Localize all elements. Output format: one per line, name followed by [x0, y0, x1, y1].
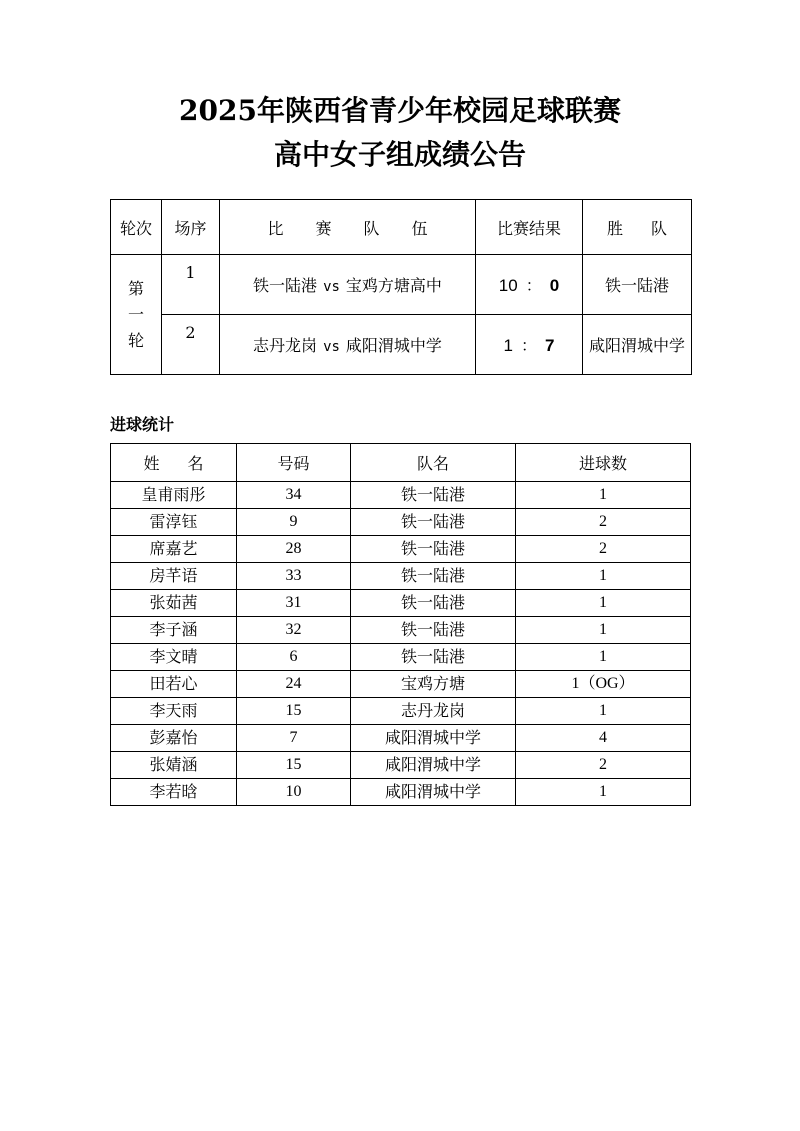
table-row: [111, 482, 691, 509]
scorer-goals: 1: [516, 779, 691, 806]
scorer-name: 雷淳钰: [111, 509, 237, 536]
score-home: 1: [503, 336, 513, 355]
match-row: [111, 315, 692, 375]
round-char: 轮: [127, 330, 144, 350]
match-winner: 咸阳渭城中学: [583, 315, 692, 375]
results-header-row: [111, 200, 692, 255]
table-row: [111, 779, 691, 806]
scorer-team: 铁一陆港: [351, 590, 516, 617]
score-separator: ：: [525, 276, 542, 295]
vs-label: vs: [323, 339, 340, 355]
page-title: 2025年陕西省青少年校园足球联赛: [179, 94, 621, 127]
match-score: [476, 255, 583, 315]
table-row: [111, 725, 691, 752]
match-winner: 铁一陆港: [583, 255, 692, 315]
table-row: [111, 536, 691, 563]
scorer-goals: 1: [516, 617, 691, 644]
score-separator: ：: [520, 336, 537, 355]
scorers-section-label: 进球统计: [110, 415, 175, 434]
scorer-goals: 1: [516, 563, 691, 590]
scorer-number: 33: [237, 563, 351, 590]
table-row: [111, 698, 691, 725]
header-winner-char: 队: [651, 218, 668, 238]
header-goals: 进球数: [516, 444, 691, 482]
scorer-number: 10: [237, 779, 351, 806]
scorer-goals: 1（OG）: [516, 671, 691, 698]
header-number: 号码: [237, 444, 351, 482]
scorer-team: 宝鸡方塘: [351, 671, 516, 698]
header-winner: [583, 200, 692, 255]
match-teams: [220, 315, 476, 375]
scorer-team: 铁一陆港: [351, 644, 516, 671]
table-row: [111, 590, 691, 617]
header-name-char: 名: [187, 454, 204, 473]
header-match-no: 场序: [162, 200, 220, 255]
header-winner-char: 胜: [606, 218, 623, 238]
match-teams: [220, 255, 476, 315]
scorer-name: 彭嘉怡: [111, 725, 237, 752]
page-subtitle: 高中女子组成绩公告: [273, 138, 526, 171]
scorer-goals: 1: [516, 482, 691, 509]
scorer-goals: 1: [516, 698, 691, 725]
score-home: 10: [498, 276, 518, 295]
vs-label: vs: [323, 279, 340, 295]
header-name-char: 姓: [143, 454, 160, 473]
match-results-table: [110, 199, 692, 375]
scorer-team: 咸阳渭城中学: [351, 779, 516, 806]
table-row: [111, 644, 691, 671]
header-result: 比赛结果: [476, 200, 583, 255]
scorer-goals: 1: [516, 644, 691, 671]
away-team: 咸阳渭城中学: [345, 336, 442, 355]
away-team: 宝鸡方塘高中: [345, 276, 442, 295]
scorer-name: 席嘉艺: [111, 536, 237, 563]
match-no: 1: [162, 255, 220, 315]
table-row: [111, 563, 691, 590]
header-name: [111, 444, 237, 482]
score-away: 0: [549, 276, 560, 295]
scorer-number: 15: [237, 698, 351, 725]
round-char: 第: [127, 278, 144, 298]
home-team: 铁一陆港: [253, 276, 318, 295]
scorer-name: 田若心: [111, 671, 237, 698]
scorer-name: 李天雨: [111, 698, 237, 725]
scorer-name: 李若晗: [111, 779, 237, 806]
scorer-goals: 2: [516, 536, 691, 563]
scorer-team: 咸阳渭城中学: [351, 725, 516, 752]
match-score: [476, 315, 583, 375]
scorer-number: 32: [237, 617, 351, 644]
scorer-name: 张婧涵: [111, 752, 237, 779]
scorer-goals: 2: [516, 752, 691, 779]
score-away: 7: [545, 336, 555, 355]
scorer-number: 28: [237, 536, 351, 563]
scorer-goals: 2: [516, 509, 691, 536]
scorer-number: 31: [237, 590, 351, 617]
scorer-number: 7: [237, 725, 351, 752]
header-team: 队名: [351, 444, 516, 482]
scorer-team: 铁一陆港: [351, 482, 516, 509]
scorer-number: 15: [237, 752, 351, 779]
scorer-goals: 4: [516, 725, 691, 752]
match-no: 2: [162, 315, 220, 375]
round-char: 一: [127, 304, 144, 324]
table-row: [111, 752, 691, 779]
scorer-number: 34: [237, 482, 351, 509]
scorer-team: 志丹龙岗: [351, 698, 516, 725]
round-label: [111, 255, 162, 375]
scorer-team: 铁一陆港: [351, 536, 516, 563]
scorer-name: 皇甫雨彤: [111, 482, 237, 509]
scorers-table: [110, 443, 691, 806]
scorer-number: 6: [237, 644, 351, 671]
table-row: [111, 617, 691, 644]
table-row: [111, 671, 691, 698]
scorer-name: 房芊语: [111, 563, 237, 590]
home-team: 志丹龙岗: [253, 336, 318, 355]
scorer-team: 咸阳渭城中学: [351, 752, 516, 779]
scorer-goals: 1: [516, 590, 691, 617]
scorer-number: 9: [237, 509, 351, 536]
scorer-name: 李文晴: [111, 644, 237, 671]
header-teams-char: 伍: [411, 218, 428, 238]
header-teams: [220, 200, 476, 255]
scorer-team: 铁一陆港: [351, 509, 516, 536]
scorers-header-row: [111, 444, 691, 482]
scorer-name: 张茹茜: [111, 590, 237, 617]
header-teams-char: 队: [363, 218, 380, 238]
header-teams-char: 赛: [315, 218, 332, 238]
table-row: [111, 509, 691, 536]
header-round: 轮次: [111, 200, 162, 255]
header-teams-char: 比: [267, 218, 284, 238]
scorer-team: 铁一陆港: [351, 563, 516, 590]
scorer-number: 24: [237, 671, 351, 698]
scorer-team: 铁一陆港: [351, 617, 516, 644]
match-row: [111, 255, 692, 315]
scorer-name: 李子涵: [111, 617, 237, 644]
